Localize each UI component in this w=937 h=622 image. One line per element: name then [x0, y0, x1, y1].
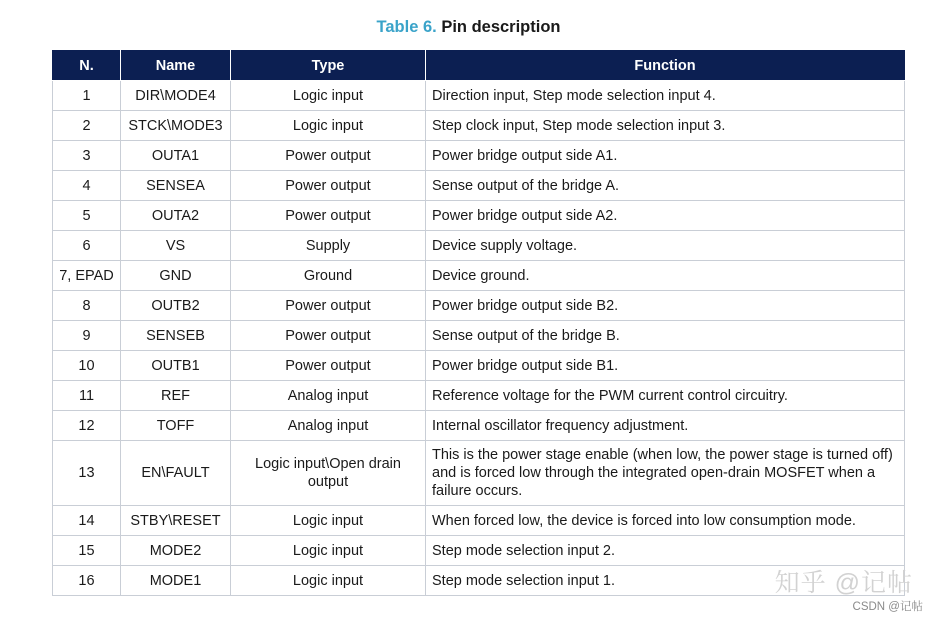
- cell-pin-function: Power bridge output side B2.: [426, 291, 905, 321]
- cell-pin-name: VS: [121, 231, 231, 261]
- cell-pin-number: 3: [53, 141, 121, 171]
- table-row: [53, 321, 905, 351]
- cell-pin-name: DIR\MODE4: [121, 81, 231, 111]
- cell-pin-function: Power bridge output side A2.: [426, 201, 905, 231]
- cell-pin-name: MODE2: [121, 536, 231, 566]
- cell-pin-type: Analog input: [231, 381, 426, 411]
- table-row: [53, 231, 905, 261]
- cell-pin-name: GND: [121, 261, 231, 291]
- table-caption-title: Pin description: [441, 18, 561, 36]
- cell-pin-function: Device ground.: [426, 261, 905, 291]
- cell-pin-type: Power output: [231, 201, 426, 231]
- cell-pin-name: OUTB1: [121, 351, 231, 381]
- pin-description-table: [52, 50, 905, 596]
- table-row: [53, 381, 905, 411]
- zhihu-watermark: 知乎 @记帖: [774, 569, 913, 597]
- cell-pin-type: Supply: [231, 231, 426, 261]
- cell-pin-number: 16: [53, 566, 121, 596]
- cell-pin-number: 9: [53, 321, 121, 351]
- table-row: [53, 441, 905, 506]
- cell-pin-name: EN\FAULT: [121, 441, 231, 506]
- cell-pin-type: Logic input: [231, 536, 426, 566]
- cell-pin-name: REF: [121, 381, 231, 411]
- cell-pin-name: STCK\MODE3: [121, 111, 231, 141]
- cell-pin-type: Logic input: [231, 111, 426, 141]
- cell-pin-function: This is the power stage enable (when low, the power stage is turned off) and is forced low through the integrated open-drain MOSFET when a failure occurs.: [426, 441, 905, 506]
- cell-pin-function: Internal oscillator frequency adjustment.: [426, 411, 905, 441]
- cell-pin-type: Logic input: [231, 81, 426, 111]
- table-row: [53, 351, 905, 381]
- cell-pin-function: Power bridge output side A1.: [426, 141, 905, 171]
- table-row: [53, 506, 905, 536]
- cell-pin-type: Ground: [231, 261, 426, 291]
- table-row: [53, 411, 905, 441]
- table-row: [53, 536, 905, 566]
- cell-pin-function: Step mode selection input 1.: [426, 566, 905, 596]
- cell-pin-name: MODE1: [121, 566, 231, 596]
- cell-pin-number: 13: [53, 441, 121, 506]
- table-row: [53, 141, 905, 171]
- cell-pin-number: 14: [53, 506, 121, 536]
- table-caption: [0, 18, 937, 37]
- cell-pin-number: 10: [53, 351, 121, 381]
- cell-pin-number: 8: [53, 291, 121, 321]
- column-header-name: Name: [121, 51, 231, 81]
- cell-pin-function: Step clock input, Step mode selection input 3.: [426, 111, 905, 141]
- table-row: [53, 201, 905, 231]
- cell-pin-function: Power bridge output side B1.: [426, 351, 905, 381]
- table-row: [53, 291, 905, 321]
- cell-pin-type: Power output: [231, 141, 426, 171]
- table-row: [53, 261, 905, 291]
- cell-pin-name: STBY\RESET: [121, 506, 231, 536]
- cell-pin-function: Step mode selection input 2.: [426, 536, 905, 566]
- cell-pin-type: Logic input: [231, 566, 426, 596]
- column-header-type: Type: [231, 51, 426, 81]
- cell-pin-number: 12: [53, 411, 121, 441]
- table-row: [53, 81, 905, 111]
- cell-pin-function: Sense output of the bridge B.: [426, 321, 905, 351]
- cell-pin-name: TOFF: [121, 411, 231, 441]
- cell-pin-function: Direction input, Step mode selection input 4.: [426, 81, 905, 111]
- column-header-function: Function: [426, 51, 905, 81]
- cell-pin-type: Analog input: [231, 411, 426, 441]
- cell-pin-type: Power output: [231, 351, 426, 381]
- cell-pin-type: Power output: [231, 291, 426, 321]
- cell-pin-number: 4: [53, 171, 121, 201]
- cell-pin-number: 6: [53, 231, 121, 261]
- cell-pin-function: Sense output of the bridge A.: [426, 171, 905, 201]
- cell-pin-number: 11: [53, 381, 121, 411]
- cell-pin-name: OUTA1: [121, 141, 231, 171]
- cell-pin-number: 5: [53, 201, 121, 231]
- cell-pin-number: 2: [53, 111, 121, 141]
- cell-pin-name: OUTB2: [121, 291, 231, 321]
- csdn-credit: CSDN @记帖: [852, 601, 923, 613]
- cell-pin-type: Power output: [231, 171, 426, 201]
- table-caption-number: Table 6.: [376, 18, 437, 36]
- cell-pin-name: OUTA2: [121, 201, 231, 231]
- table-row: [53, 171, 905, 201]
- cell-pin-type: Logic input\Open drain output: [231, 441, 426, 506]
- cell-pin-number: 7, EPAD: [53, 261, 121, 291]
- column-header-n: N.: [53, 51, 121, 81]
- cell-pin-function: When forced low, the device is forced into low consumption mode.: [426, 506, 905, 536]
- table-header-row: [53, 51, 905, 81]
- cell-pin-function: Device supply voltage.: [426, 231, 905, 261]
- cell-pin-number: 15: [53, 536, 121, 566]
- cell-pin-name: SENSEB: [121, 321, 231, 351]
- cell-pin-number: 1: [53, 81, 121, 111]
- cell-pin-type: Power output: [231, 321, 426, 351]
- cell-pin-type: Logic input: [231, 506, 426, 536]
- cell-pin-function: Reference voltage for the PWM current control circuitry.: [426, 381, 905, 411]
- table-row: [53, 111, 905, 141]
- cell-pin-name: SENSEA: [121, 171, 231, 201]
